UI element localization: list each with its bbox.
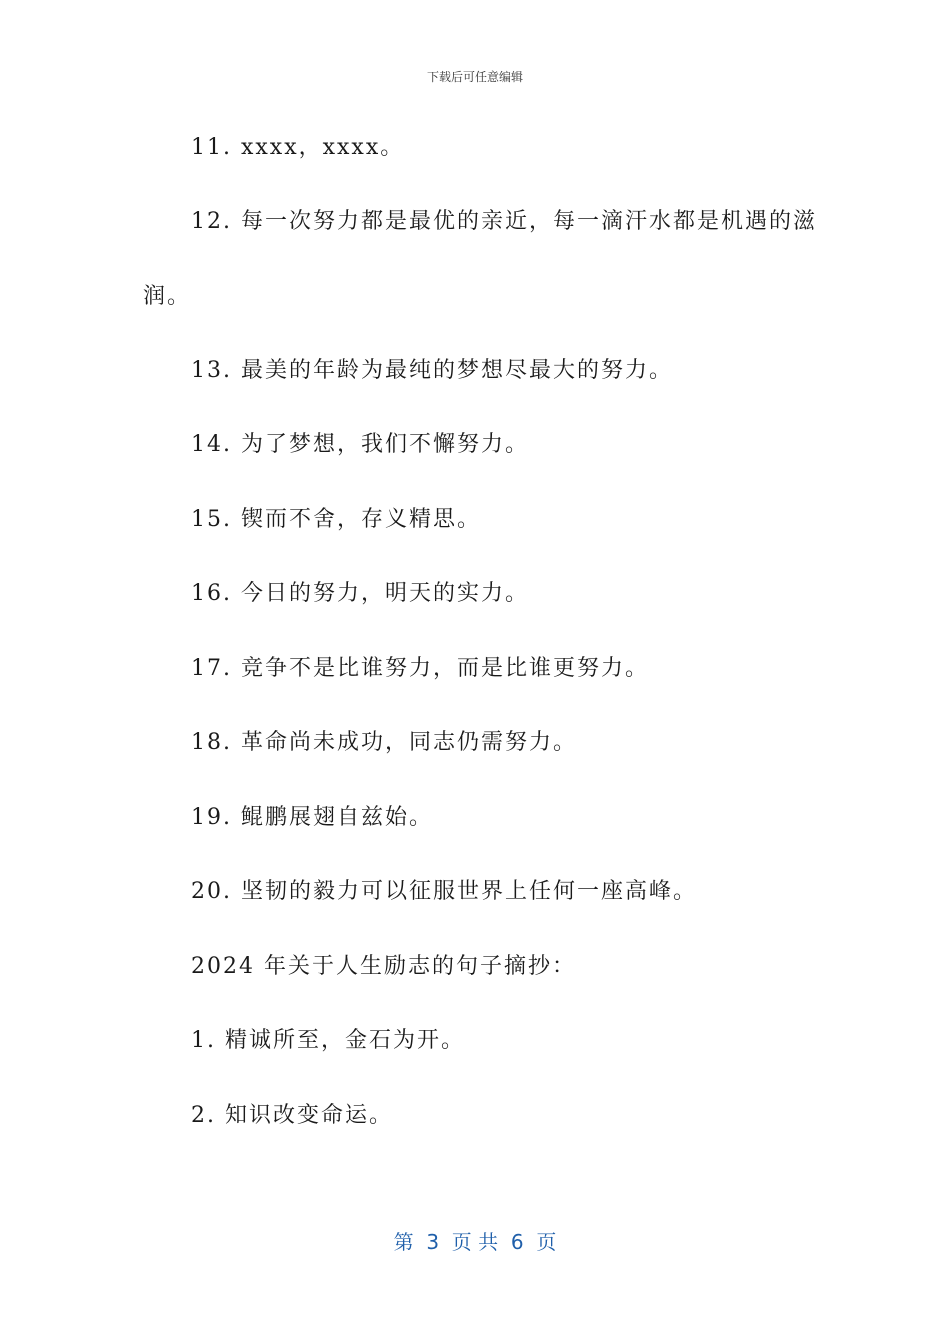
- list-item: 16. 今日的努力，明天的实力。: [191, 581, 529, 606]
- page-number-footer: 第 3 页 共 6 页: [393, 1230, 557, 1254]
- list-item: 17. 竞争不是比谁努力，而是比谁更努力。: [191, 656, 649, 681]
- list-item: 11. xxxx，xxxx。: [191, 135, 405, 160]
- list-item: 20. 坚韧的毅力可以征服世界上任何一座高峰。: [191, 879, 697, 904]
- list-item-continuation: 润。: [143, 284, 192, 309]
- list-item: 1. 精诚所至，金石为开。: [191, 1028, 465, 1053]
- page-header: 下载后可任意编辑: [426, 70, 523, 84]
- list-item: 2. 知识改变命运。: [191, 1103, 393, 1128]
- list-item: 14. 为了梦想，我们不懈努力。: [191, 432, 529, 457]
- list-item: 15. 锲而不舍，存义精思。: [191, 507, 481, 532]
- list-item: 12. 每一次努力都是最优的亲近，每一滴汗水都是机遇的滋: [191, 209, 817, 234]
- section-heading: 2024 年关于人生励志的句子摘抄：: [191, 954, 576, 979]
- list-item: 13. 最美的年龄为最纯的梦想尽最大的努力。: [191, 358, 673, 383]
- list-item: 19. 鲲鹏展翅自兹始。: [191, 805, 433, 830]
- list-item: 18. 革命尚未成功，同志仍需努力。: [191, 730, 577, 755]
